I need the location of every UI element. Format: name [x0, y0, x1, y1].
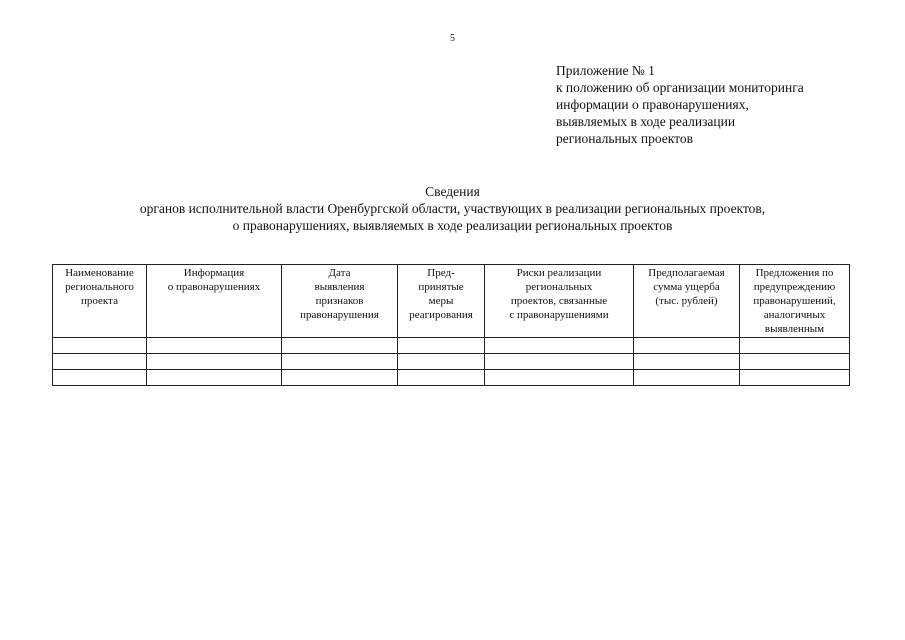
- heading-subtitle: о правонарушениях, выявляемых в ходе реализации региональных проектов: [232, 218, 673, 233]
- column-header-line: регионального: [65, 281, 134, 293]
- table-cell: [740, 370, 850, 386]
- heading-subtitle: органов исполнительной власти Оренбургской области, участвующих в реализации региональных проектов,: [139, 201, 766, 216]
- appendix-note: [556, 62, 886, 147]
- column-header-line: аналогичных: [763, 309, 826, 321]
- column-header-line: выявленным: [764, 323, 825, 335]
- column-header-line: Риски реализации: [516, 267, 602, 279]
- appendix-line: к положению об организации мониторинга: [556, 80, 804, 95]
- column-header-line: правонарушений,: [753, 295, 836, 307]
- column-header-line: сумма ущерба: [653, 281, 720, 293]
- column-header-line: Дата: [328, 267, 351, 279]
- appendix-line: региональных проектов: [556, 131, 694, 146]
- column-header-line: о правонарушениях: [167, 281, 261, 293]
- column-header-line: Предложения по: [755, 267, 834, 279]
- table-cell: [147, 338, 282, 354]
- column-header: [634, 265, 740, 338]
- column-header: [398, 265, 485, 338]
- heading-title: Сведения: [425, 184, 480, 199]
- table-body: [53, 338, 850, 386]
- table-cell: [740, 338, 850, 354]
- column-header-line: меры: [428, 295, 454, 307]
- column-header-line: предупреждению: [753, 281, 836, 293]
- table-cell: [53, 354, 147, 370]
- column-header-line: Предполагаемая: [648, 267, 725, 279]
- table-cell: [398, 338, 485, 354]
- report-table: [52, 264, 850, 386]
- column-header-line: проекта: [81, 295, 118, 307]
- table-cell: [634, 370, 740, 386]
- column-header-line: Наименование: [65, 267, 134, 279]
- column-header: [53, 265, 147, 338]
- column-header-line: региональных: [525, 281, 593, 293]
- column-header-line: выявления: [314, 281, 365, 293]
- table-cell: [740, 354, 850, 370]
- column-header: [282, 265, 398, 338]
- table-cell: [53, 370, 147, 386]
- column-header-line: (тыс. рублей): [655, 295, 718, 307]
- column-header: [147, 265, 282, 338]
- column-header-line: реагирования: [409, 309, 473, 321]
- table-cell: [282, 370, 398, 386]
- table-cell: [147, 370, 282, 386]
- table-header-row: [53, 265, 850, 338]
- table-cell: [147, 354, 282, 370]
- column-header: [485, 265, 634, 338]
- column-header-line: с правонарушениями: [509, 309, 609, 321]
- table-cell: [398, 370, 485, 386]
- table-row: [53, 338, 850, 354]
- column-header-line: Информация: [183, 267, 245, 279]
- document-heading: [0, 183, 905, 234]
- table-cell: [485, 354, 634, 370]
- table-cell: [634, 354, 740, 370]
- column-header-line: правонарушения: [300, 309, 379, 321]
- table-cell: [634, 338, 740, 354]
- column-header: [740, 265, 850, 338]
- table-cell: [485, 370, 634, 386]
- table-row: [53, 354, 850, 370]
- appendix-title: Приложение № 1: [556, 63, 655, 78]
- table-cell: [485, 338, 634, 354]
- appendix-line: выявляемых в ходе реализации: [556, 114, 736, 129]
- table-cell: [282, 354, 398, 370]
- table-row: [53, 370, 850, 386]
- page-number: 5: [450, 33, 455, 44]
- column-header-line: принятые: [418, 281, 464, 293]
- table-cell: [53, 338, 147, 354]
- appendix-line: информации о правонарушениях,: [556, 97, 749, 112]
- column-header-line: Пред-: [427, 267, 455, 279]
- table-cell: [398, 354, 485, 370]
- column-header-line: проектов, связанные: [510, 295, 608, 307]
- column-header-line: признаков: [315, 295, 364, 307]
- table-cell: [282, 338, 398, 354]
